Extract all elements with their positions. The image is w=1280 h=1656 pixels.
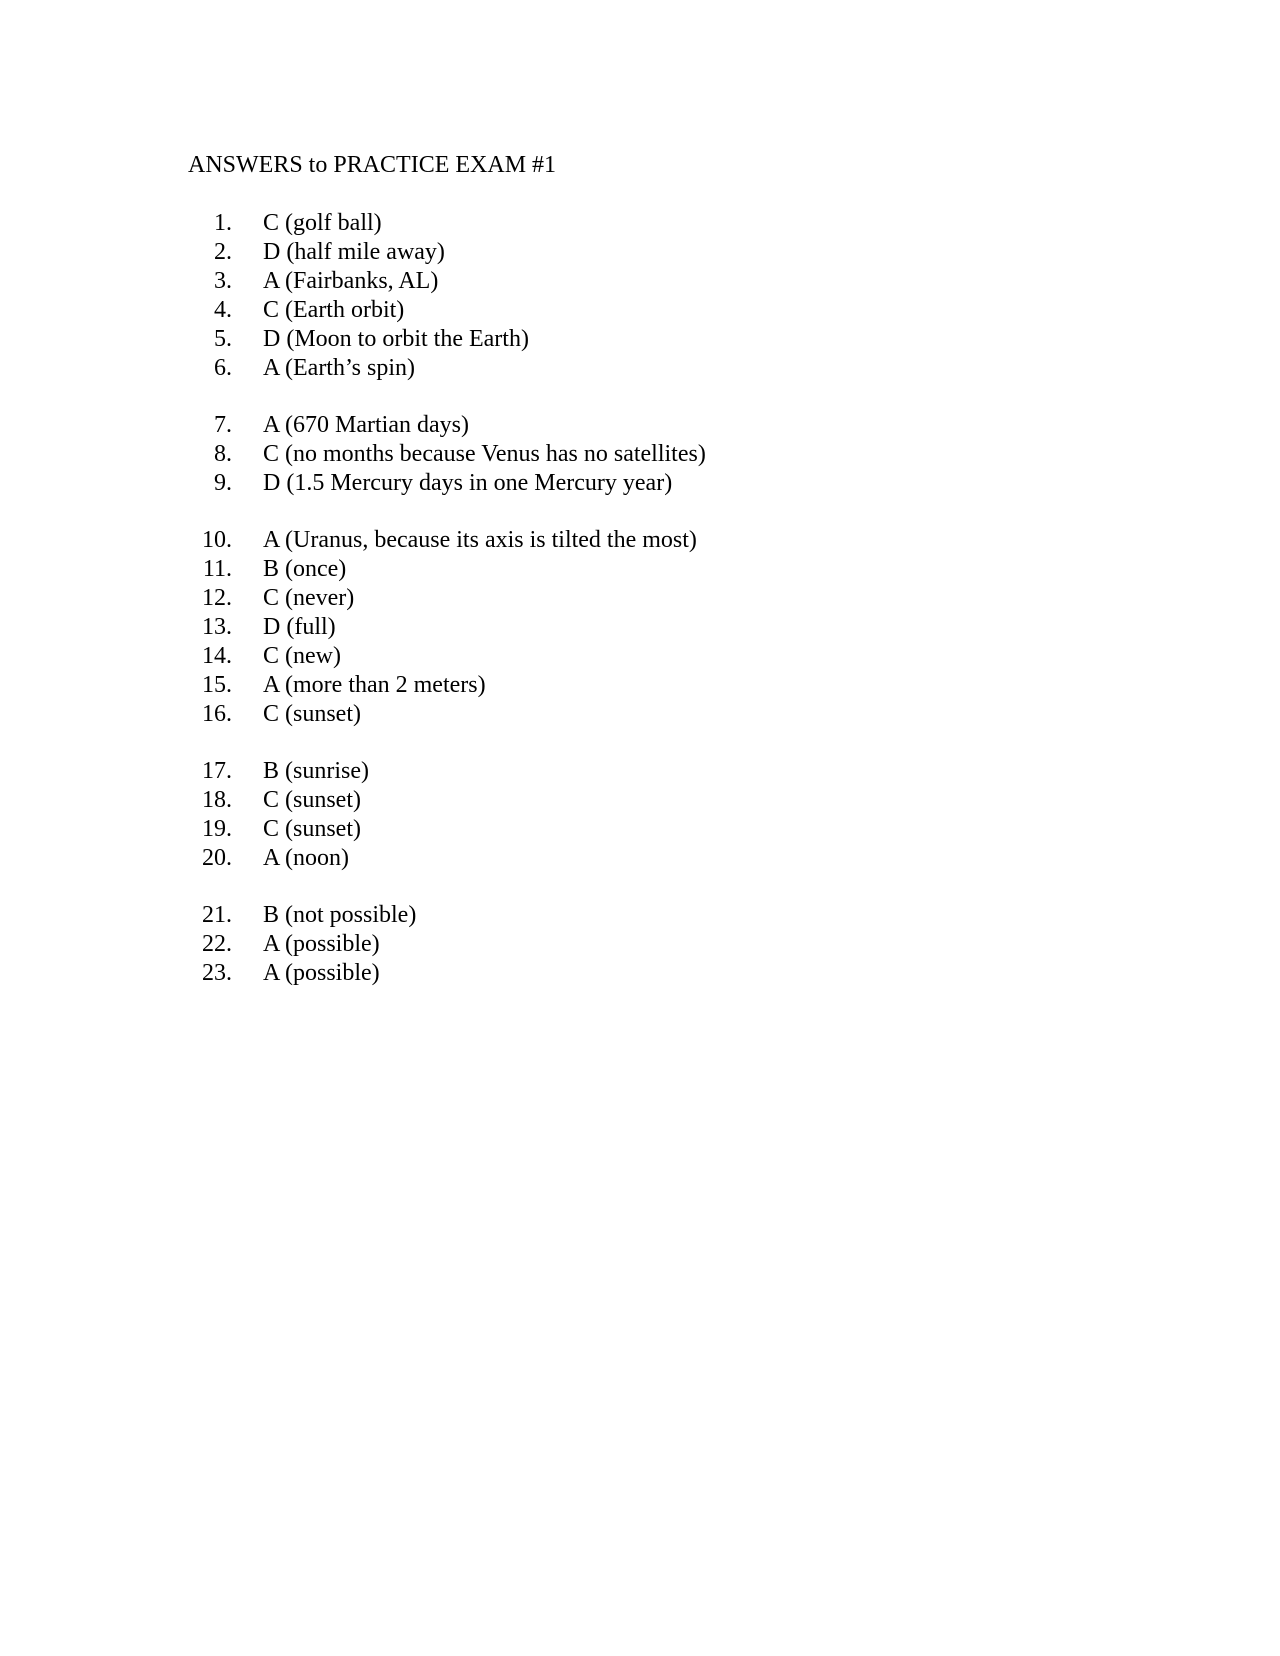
- answer-row: [188, 526, 697, 555]
- answer-row: [188, 930, 380, 959]
- answer-text: A (noon): [263, 845, 349, 871]
- answer-text: C (sunset): [263, 701, 361, 727]
- answer-number: 14.: [202, 643, 232, 669]
- answer-text: C (never): [263, 585, 355, 611]
- answer-group-3: [188, 526, 697, 729]
- answer-row: [188, 354, 415, 383]
- answer-number: 4.: [214, 297, 232, 323]
- answer-row: [188, 642, 341, 671]
- answer-row: [188, 613, 336, 642]
- answer-number: 7.: [214, 412, 232, 438]
- answer-row: [188, 815, 361, 844]
- answer-text: C (sunset): [263, 787, 361, 813]
- answer-number: 16.: [202, 701, 232, 727]
- answer-text: C (golf ball): [263, 210, 382, 236]
- answer-row: [188, 469, 673, 498]
- answer-text: C (Earth orbit): [263, 297, 405, 323]
- document-title: ANSWERS to PRACTICE EXAM #1: [188, 152, 557, 178]
- answer-number: 1.: [214, 210, 232, 236]
- answer-number: 18.: [202, 787, 232, 813]
- answer-row: [188, 700, 361, 729]
- answer-text: C (new): [263, 643, 341, 669]
- answer-number: 13.: [202, 614, 232, 640]
- answer-row: [188, 238, 445, 267]
- answer-number: 21.: [202, 902, 232, 928]
- answer-text: D (1.5 Mercury days in one Mercury year): [263, 470, 673, 496]
- answer-number: 10.: [202, 527, 232, 553]
- answer-row: [188, 901, 417, 930]
- answer-group-4: [188, 757, 369, 873]
- answer-number: 11.: [202, 556, 232, 582]
- answer-text: B (sunrise): [263, 758, 369, 784]
- answer-row: [188, 296, 405, 325]
- answer-text: A (670 Martian days): [263, 412, 469, 438]
- answer-text: A (more than 2 meters): [263, 672, 486, 698]
- answer-number: 22.: [202, 931, 232, 957]
- answer-number: 19.: [202, 816, 232, 842]
- answer-text: A (possible): [263, 931, 380, 957]
- answer-number: 3.: [214, 268, 232, 294]
- answer-number: 15.: [202, 672, 232, 698]
- answer-text: A (possible): [263, 960, 380, 986]
- answer-group-2: [188, 411, 706, 498]
- answer-text: C (sunset): [263, 816, 361, 842]
- answer-group-1: [188, 209, 529, 383]
- answer-row: [188, 671, 486, 700]
- answer-row: [188, 786, 361, 815]
- answer-row: [188, 584, 355, 613]
- answer-text: B (not possible): [263, 902, 417, 928]
- answer-text: D (full): [263, 614, 336, 640]
- answer-number: 12.: [202, 585, 232, 611]
- answer-row: [188, 325, 529, 354]
- answer-row: [188, 411, 469, 440]
- answer-row: [188, 267, 439, 296]
- answer-text: A (Earth’s spin): [263, 355, 415, 381]
- answer-text: A (Fairbanks, AL): [263, 268, 439, 294]
- answer-number: 6.: [214, 355, 232, 381]
- answer-number: 17.: [202, 758, 232, 784]
- answer-text: D (Moon to orbit the Earth): [263, 326, 529, 352]
- answer-number: 9.: [214, 470, 232, 496]
- answer-number: 5.: [214, 326, 232, 352]
- answer-group-5: [188, 901, 417, 988]
- answer-row: [188, 440, 706, 469]
- answer-text: B (once): [263, 556, 347, 582]
- answer-text: D (half mile away): [263, 239, 445, 265]
- answer-row: [188, 209, 382, 238]
- answer-text: A (Uranus, because its axis is tilted the most): [263, 527, 697, 553]
- answer-row: [188, 555, 347, 584]
- answer-number: 8.: [214, 441, 232, 467]
- answer-number: 20.: [202, 845, 232, 871]
- answer-number: 2.: [214, 239, 232, 265]
- answer-number: 23.: [202, 960, 232, 986]
- answer-row: [188, 959, 380, 988]
- answer-row: [188, 757, 369, 786]
- answer-row: [188, 844, 349, 873]
- answer-text: C (no months because Venus has no satellites): [263, 441, 706, 467]
